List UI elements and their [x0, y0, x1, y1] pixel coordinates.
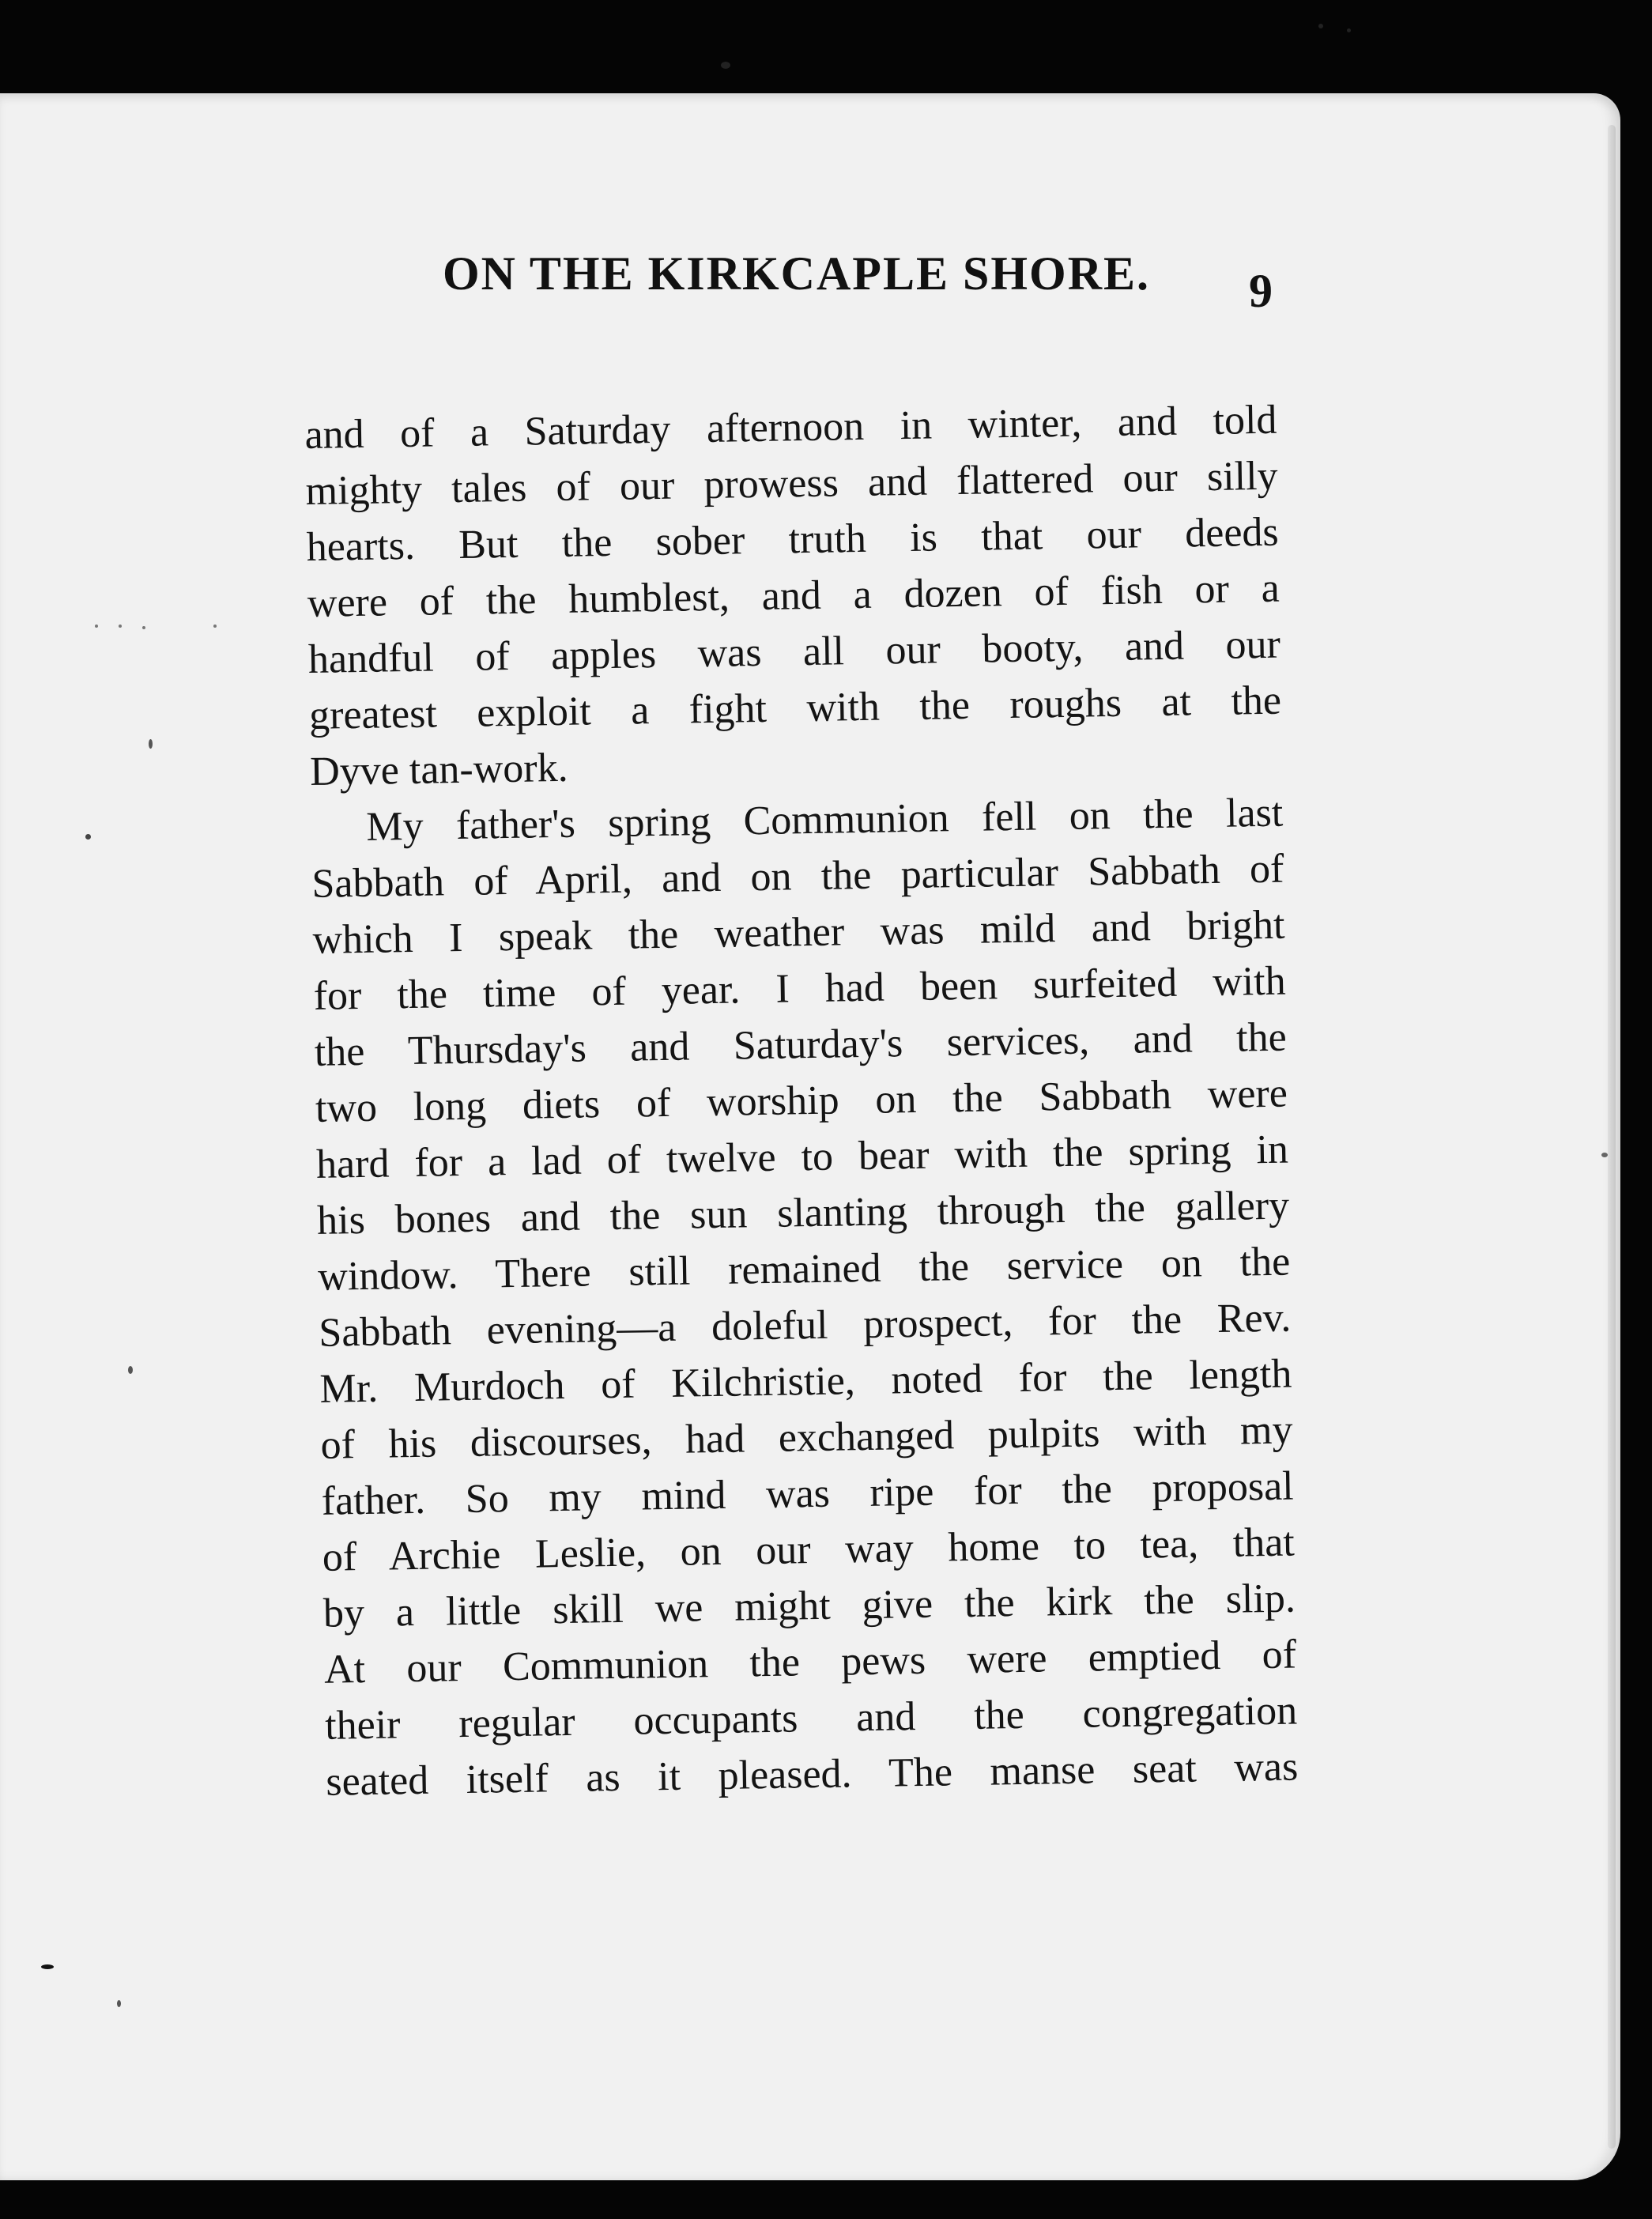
- text-line: were of the humblest, and a dozen of fish or a: [307, 565, 1280, 626]
- text-line: Sabbath evening—a doleful prospect, for the Rev.: [318, 1295, 1292, 1356]
- scan-speck: [119, 625, 122, 628]
- text-line: two long diets of worship on the Sabbath were: [315, 1070, 1288, 1131]
- scan-speck: [1347, 28, 1351, 32]
- text-line: by a little skill we might give the kirk the slip.: [322, 1576, 1296, 1636]
- page-number: 9: [1249, 265, 1273, 317]
- text-line: the Thursday's and Saturday's services, and the: [314, 1014, 1288, 1075]
- paragraph: [304, 392, 1283, 800]
- text-line: seated itself as it pleased. The manse seat was: [325, 1744, 1299, 1805]
- scan-speck: [1318, 24, 1323, 28]
- text-line: and of a Saturday afternoon in winter, and told: [304, 397, 1277, 458]
- scan-speck: [142, 626, 145, 629]
- scan-speck: [149, 739, 153, 749]
- text-line: which I speak the weather was mild and bright: [312, 902, 1285, 963]
- text-line: mighty tales of our prowess and flattered our silly: [305, 453, 1278, 514]
- text-line: Mr. Murdoch of Kilchristie, noted for the length: [319, 1351, 1292, 1412]
- text-line: My father's spring Communion fell on the last: [365, 790, 1284, 850]
- scan-speck: [41, 1964, 54, 1969]
- scan-speck: [95, 625, 98, 628]
- text-line: father. So my mind was ripe for the proposal: [321, 1463, 1295, 1524]
- body-text: [304, 392, 1299, 1810]
- text-line: greatest exploit a fight with the roughs at the: [308, 677, 1282, 738]
- running-head: [427, 231, 1280, 326]
- scan-speck: [721, 62, 730, 69]
- text-line: of his discourses, had exchanged pulpits with my: [320, 1407, 1293, 1468]
- scan-speck: [128, 1366, 133, 1374]
- text-line: At our Communion the pews were emptied of: [323, 1632, 1297, 1693]
- text-line: his bones and the sun slanting through the gallery: [316, 1183, 1290, 1243]
- text-line: hard for a lad of twelve to bear with the spring in: [315, 1126, 1289, 1187]
- text-line: for the time of year. I had been surfeited with: [313, 958, 1287, 1019]
- text-line: window. There still remained the service on the: [317, 1239, 1291, 1300]
- page-edge-shadow: [1608, 125, 1616, 2149]
- text-line: of Archie Leslie, on our way home to tea, that: [322, 1519, 1296, 1580]
- text-line: Dyve tan-work.: [309, 745, 569, 794]
- text-line: their regular occupants and the congregation: [324, 1688, 1298, 1749]
- text-line: Sabbath of April, and on the particular Sabbath of: [311, 846, 1284, 907]
- scan-speck: [1601, 1153, 1608, 1157]
- text-line: hearts. But the sober truth is that our deeds: [306, 509, 1280, 570]
- text-line: handful of apples was all our booty, and our: [307, 621, 1281, 682]
- running-title: ON THE KIRKCAPLE SHORE.: [443, 247, 1151, 300]
- scan-speck: [85, 834, 91, 840]
- scan-speck: [213, 625, 217, 628]
- paragraph: [311, 785, 1299, 1810]
- scan-speck: [117, 2000, 121, 2007]
